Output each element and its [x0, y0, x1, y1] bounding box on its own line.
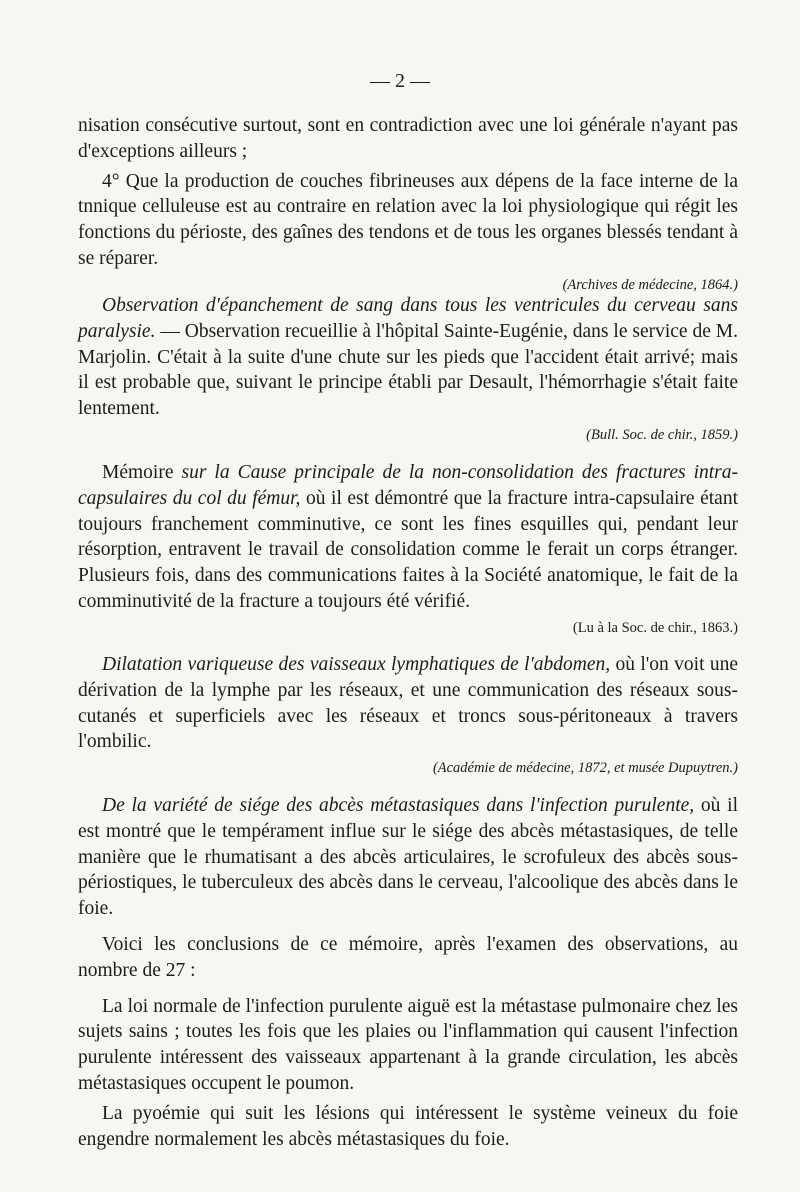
entry-title: De la variété de siége des abcès métastasiques dans l'infection purulente,	[102, 795, 695, 816]
paragraph	[78, 793, 738, 922]
paragraph	[78, 652, 738, 755]
paragraph: 4° Que la production de couches fibrineuses aux dépens de la face interne de la tnnique celluleuse est au contraire en relation avec la loi physiologique qui régit les fonctions du périoste, des gaînes des tendons et de tous les organes blessés tendant à se réparer.	[78, 170, 738, 269]
citation: (Lu à la Soc. de chir., 1863.)	[572, 619, 738, 636]
citation: (Archives de médecine, 1864.)	[562, 276, 738, 293]
page-number: — 2 —	[370, 70, 430, 92]
entry-text: où l'on voit une dérivation de la lymphe par les réseaux, et une communication des réseaux sous-cutanés et superficiels avec les réseaux et troncs sous-péritoneaux à travers l'ombilic.	[78, 654, 739, 753]
entry-title: Dilatation variqueuse des vaisseaux lymphatiques de l'abdomen,	[102, 654, 611, 675]
section-memoire	[78, 460, 738, 638]
paragraph: La loi normale de l'infection purulente aiguë est la métastase pulmonaire chez les sujets sains ; toutes les fois que les plaies ou l'inflammation qui causent l'infection purulente intéressent des vaisseaux appartenant à la grande circulation, les abcès métastasiques occupent le poumon.	[78, 995, 738, 1094]
section-conclusions	[78, 113, 738, 295]
paragraph: nisation consécutive surtout, sont en contradiction avec une loi générale n'ayant pas d'exceptions ailleurs ;	[78, 115, 738, 162]
paragraph	[78, 293, 738, 422]
entry-text: où il est montré que le tempérament influe sur le siége des abcès métastasiques, de telle manière que le rhumatisant a des abcès articulaires, le scrofuleux des abcès sous-périostiques, le tuberculeux des abcès dans le cerveau, l'alcoolique des abcès dans le foie.	[78, 795, 738, 920]
citation: (Bull. Soc. de chir., 1859.)	[586, 426, 738, 443]
section-abces	[78, 793, 738, 1152]
entry-lead: Mémoire	[102, 462, 182, 483]
paragraph	[78, 460, 738, 615]
paragraph: Voici les conclusions de ce mémoire, après l'examen des observations, au nombre de 27 :	[78, 933, 738, 981]
entry-text: — Observation recueillie à l'hôpital Sainte-Eugénie, dans le service de M. Marjolin. C'était à la suite d'une chute sur les pieds que l'accident était arrivé; mais il est probable que, suivant le principe établi par Desault, l'hémorrhagie s'était faite lentement.	[78, 320, 738, 420]
section-dilatation	[78, 652, 738, 778]
citation: (Académie de médecine, 1872, et musée Dupuytren.)	[432, 760, 738, 777]
entry-title: Observation d'épanchement de sang dans tous les ventricules du cerveau sans paralysie.	[78, 295, 738, 342]
section-observation	[78, 293, 738, 445]
entry-title: sur la Cause principale de la non-consolidation des fractures intra-capsulaires du col du fémur,	[78, 462, 739, 509]
entry-text: où il est démontré que la fracture intra-capsulaire étant toujours franchement comminutive, ce sont les fines esquilles qui, pendant leur résorption, entravent le travail de consolidation comme le ferait un corps étranger. Plusieurs fois, dans des communications faites à la Société anatomique, le fait de la comminutivité de la fracture a toujours été vérifié.	[78, 487, 739, 612]
paragraph: La pyoémie qui suit les lésions qui intéressent le système veineux du foie engendre normalement les abcès métastasiques du foie.	[78, 1102, 738, 1150]
